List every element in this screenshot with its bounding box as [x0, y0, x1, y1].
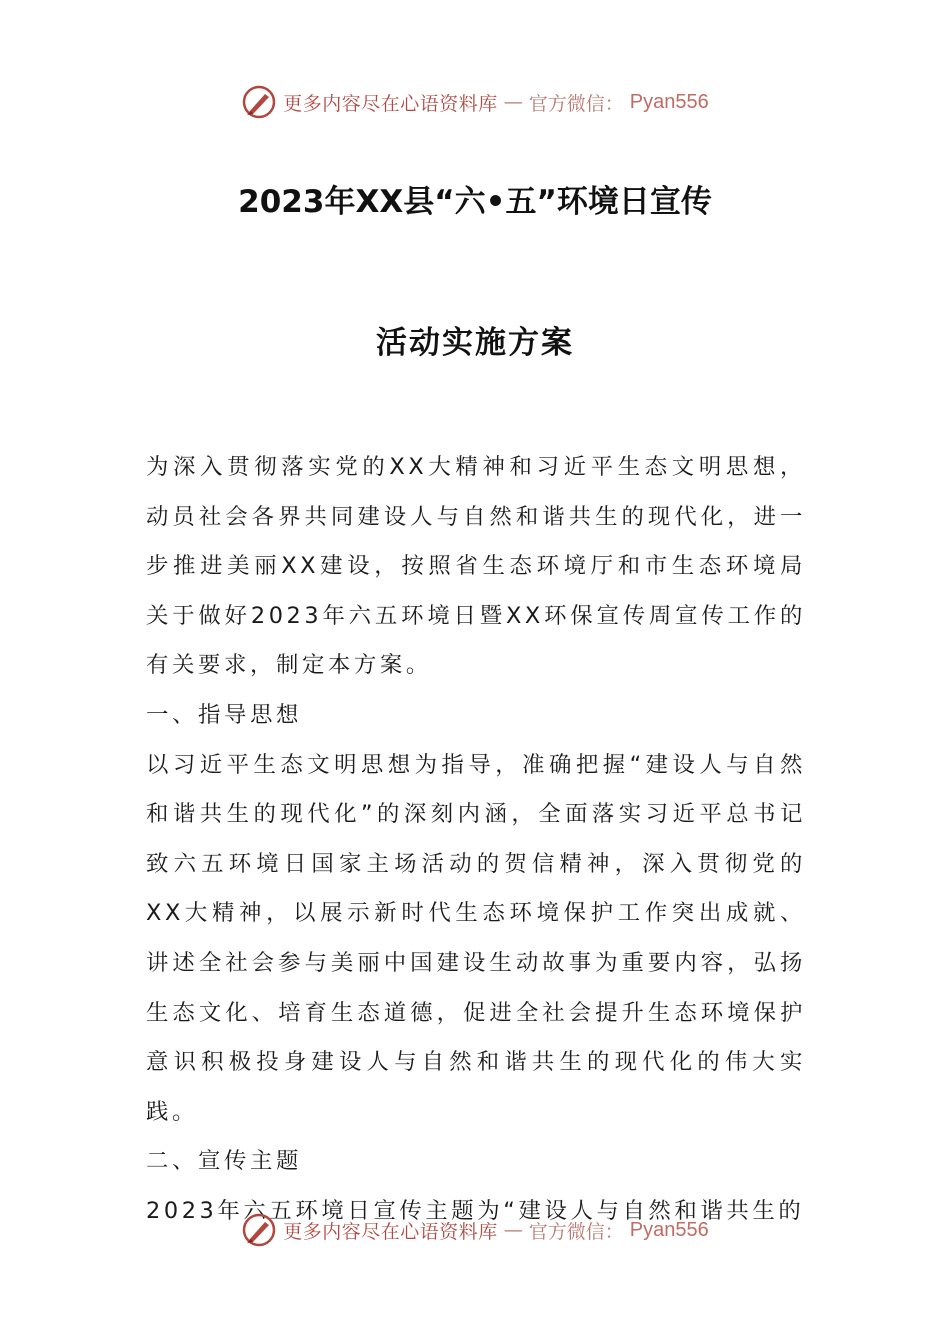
document-title-line-2: 活动实施方案	[376, 325, 574, 361]
pen-circle-icon	[241, 84, 277, 120]
header-watermark	[0, 80, 950, 124]
guiding-ideology-paragraph: 以习近平生态文明思想为指导，准确把握“建设人与自然和谐共生的现代化”的深刻内涵，全面落实习近平总书记致六五环境日国家主场活动的贺信精神，深入贯彻党的XX大精神，以展示新时代生态环境保护工作突出成就、讲述全社会参与美丽中国建设生动故事为重要内容，弘扬生态文化、培育生态道德，促进全社会提升生态环境保护意识积极投身建设人与自然和谐共生的现代化的伟大实践。	[146, 751, 806, 1125]
section-heading-theme: 二、宣传主题	[146, 1148, 302, 1175]
intro-paragraph: 为深入贯彻落实党的XX大精神和习近平生态文明思想，动员社会各界共同建设人与自然和谐共生的现代化，进一步推进美丽XX建设，按照省生态环境厅和市生态环境局关于做好2023年六五环境日暨XX环保宣传周宣传工作的有关要求，制定本方案。	[146, 454, 806, 679]
footer-watermark	[0, 1208, 950, 1252]
document-title-line-1: 2023年XX县“六•五”环境日宣传	[238, 184, 712, 220]
watermark-sub-text: 官方微信：	[528, 1220, 624, 1243]
document-body	[146, 443, 806, 1237]
watermark-separator: —	[503, 1219, 523, 1241]
watermark-sub-text: 官方微信：	[528, 92, 624, 115]
watermark-id: Pyan556	[629, 1218, 709, 1241]
watermark-main-text: 更多内容尽在心语资料库	[283, 92, 498, 115]
watermark-id: Pyan556	[629, 90, 709, 113]
pen-circle-icon	[241, 1212, 277, 1248]
section-heading-guiding-ideology: 一、指导思想	[146, 701, 302, 728]
theme-paragraph: 2023年六五环境日宣传主题为“建设人与自然和谐共生的	[146, 1197, 805, 1224]
watermark-main-text: 更多内容尽在心语资料库	[283, 1220, 498, 1243]
watermark-separator: —	[503, 91, 523, 113]
